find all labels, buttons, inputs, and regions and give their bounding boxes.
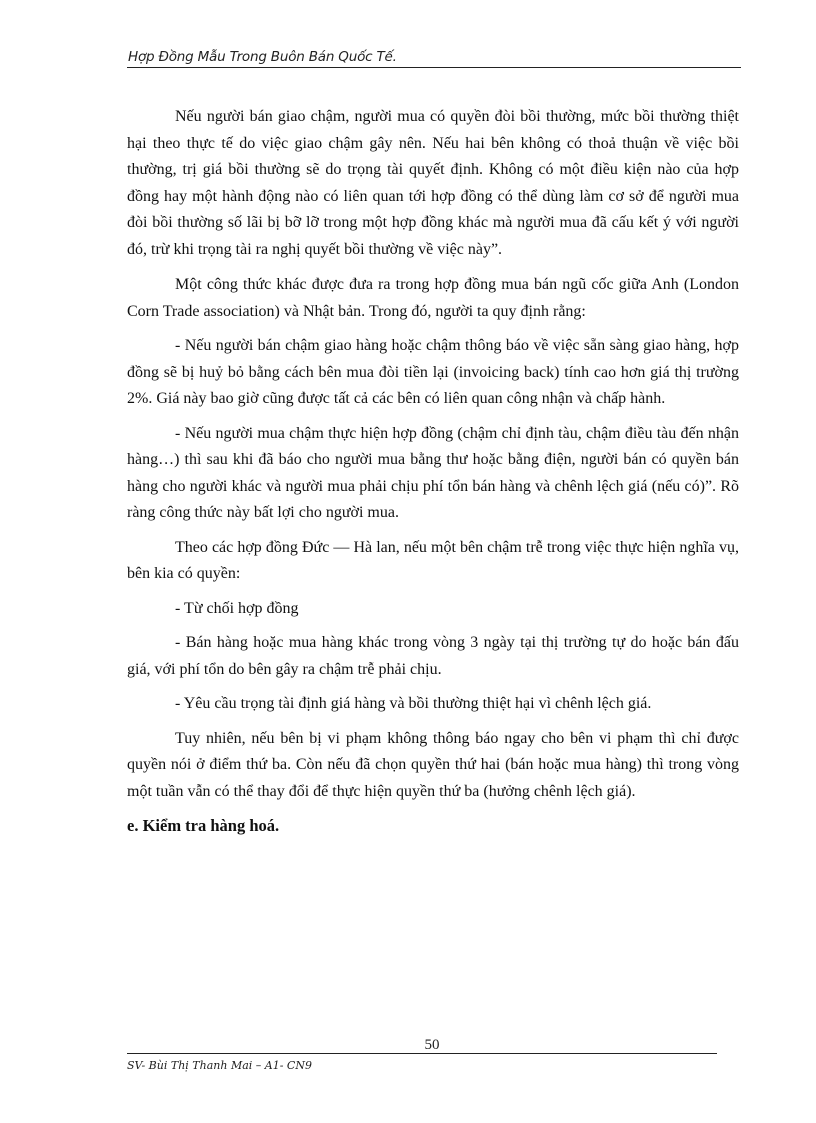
paragraph: Nếu người bán giao chậm, người mua có quyền đòi bồi thường, mức bồi thường thiệt hại theo thực tế do việc giao chậm gây nên. Nếu hai bên không có thoả thuận về việc bồi thường, trị giá bồi thường sẽ do trọng tài quyết định. Không có một điều kiện nào của hợp đồng hay một hành động nào có liên quan tới hợp đồng có thể dùng làm cơ sở để người mua đòi bồi thường số lãi bị bỡ lỡ trong một hợp đồng khác mà người mua đã cấu kết ý với người đó, trừ khi trọng tài ra nghị quyết bồi thường về việc này”. (127, 108, 739, 258)
footer-author: SV- Bùi Thị Thanh Mai – A1- CN9 (127, 1059, 312, 1072)
section-heading: e. Kiểm tra hàng hoá. (127, 816, 280, 835)
running-header (127, 48, 741, 68)
list-item: - Từ chối hợp đồng (175, 599, 299, 617)
paragraph: Một công thức khác được đưa ra trong hợp đồng mua bán ngũ cốc giữa Anh (London Corn Trade association) và Nhật bản. Trong đó, người ta quy định rằng: (127, 276, 739, 320)
paragraph: Tuy nhiên, nếu bên bị vi phạm không thông báo ngay cho bên vi phạm thì chỉ được quyền nói ở điểm thứ ba. Còn nếu đã chọn quyền thứ hai (bán hoặc mua hàng) thì trong vòng một tuần vẫn có thể thay đổi để thực hiện quyền thứ ba (hưởng chênh lệch giá). (127, 729, 739, 800)
paragraph: Theo các hợp đồng Đức — Hà lan, nếu một bên chậm trễ trong việc thực hiện nghĩa vụ, bên kia có quyền: (127, 538, 739, 582)
list-item: - Bán hàng hoặc mua hàng khác trong vòng 3 ngày tại thị trường tự do hoặc bán đấu giá, với phí tổn do bên gây ra chậm trễ phải chịu. (127, 634, 739, 678)
page-number: 50 (424, 1037, 440, 1053)
paragraph: - Nếu người bán chậm giao hàng hoặc chậm thông báo về việc sẵn sàng giao hàng, hợp đồng sẽ bị huỷ bỏ bằng cách bên mua đòi tiền lại (invoicing back) tính cao hơn giá thị trường 2%. Giá này bao giờ cũng được tất cả các bên có liên quan công nhận và chấp hành. (127, 337, 739, 407)
body-text (127, 104, 739, 839)
header-title: Hợp Đồng Mẫu Trong Buôn Bán Quốc Tế. (128, 49, 397, 65)
list-item: - Yêu cầu trọng tài định giá hàng và bồi thường thiệt hại vì chênh lệch giá. (175, 695, 652, 712)
footer-divider (127, 1053, 717, 1054)
paragraph: - Nếu người mua chậm thực hiện hợp đồng (chậm chỉ định tàu, chậm điều tàu đến nhận hàng…) thì sau khi đã báo cho người mua bằng thư hoặc bằng điện, người bán có quyền bán hàng cho người khác và người mua phải chịu phí tổn bán hàng và chênh lệch giá (nếu có)”. Rõ ràng công thức này bất lợi cho người mua. (127, 424, 739, 521)
